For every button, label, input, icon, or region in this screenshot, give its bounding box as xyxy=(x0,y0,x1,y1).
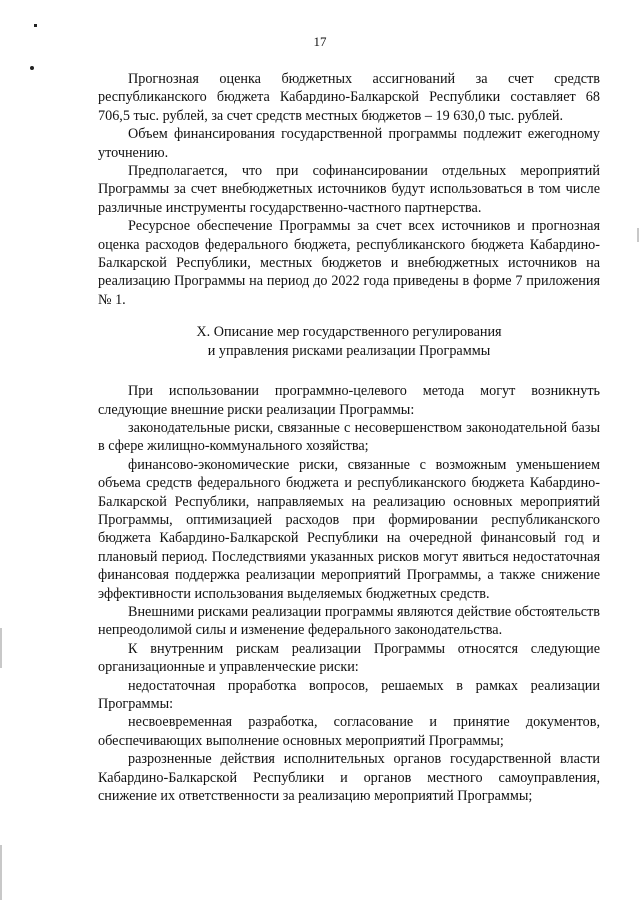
section-heading-line1: X. Описание мер государственного регулирования xyxy=(196,324,502,341)
paragraph-external-risks-intro: При использовании программно-целевого метода могут возникнуть следующие внешние риски реализации Программы: xyxy=(98,383,600,418)
scan-speck-mid xyxy=(30,66,34,70)
paragraph-force-majeure: Внешними рисками реализации программы являются действие обстоятельств непреодолимой силы и изменение федерального законодательства. xyxy=(98,603,600,639)
page-number: 17 xyxy=(313,34,327,49)
section-heading-line2: и управления рисками реализации Программы xyxy=(207,342,491,359)
paragraph-resource-provision: Ресурсное обеспечение Программы за счет всех источников и прогнозная оценка расходов федерального бюджета, республиканского бюджета Кабардино-Балкарской Республики, местных бюджетов и внебюджетных источников на реализацию Программы на период до 2022 года приведены в форме 7 приложения № 1. xyxy=(98,218,600,308)
document-body xyxy=(98,70,600,805)
paragraph-budget-estimate: Прогнозная оценка бюджетных ассигнований за счет средств республиканского бюджета Кабардино-Балкарской Республики составляет 68 706,5 тыс. рублей, за счет средств местных бюджетов – 19 630,0 тыс. рублей. xyxy=(98,71,600,124)
paragraph-cofinancing: Предполагается, что при софинансировании отдельных мероприятий Программы за счет внебюджетных источников будут использоваться в том числе различные инструменты государственно-частного партнерства. xyxy=(98,163,600,216)
scan-margin-line-left-bottom xyxy=(0,845,2,900)
scan-speck-top xyxy=(34,24,37,27)
section-heading xyxy=(98,323,600,360)
paragraph-disjointed-actions: разрозненные действия исполнительных органов государственной власти Кабардино-Балкарской Республики и органов местного самоуправления, снижение их ответственности за реализацию мероприятий Программы; xyxy=(98,751,600,805)
paragraph-funding-volume: Объем финансирования государственной программы подлежит ежегодному уточнению. xyxy=(98,126,600,161)
paragraph-late-documents: несвоевременная разработка, согласование и принятие документов, обеспечивающих выполнение основных мероприятий Программы; xyxy=(98,714,600,749)
paragraph-legislative-risks: законодательные риски, связанные с несовершенством законодательной базы в сфере жилищно-коммунального хозяйства; xyxy=(98,419,600,455)
scan-margin-line-right xyxy=(637,228,639,242)
paragraph-insufficient-study: недостаточная проработка вопросов, решаемых в рамках реализации Программы: xyxy=(98,677,600,712)
paragraph-internal-risks-intro: К внутренним рискам реализации Программы относятся следующие организационные и управленческие риски: xyxy=(98,640,600,676)
paragraph-financial-risks: финансово-экономические риски, связанные с возможным уменьшением объема средств федерального бюджета и республиканского бюджета Кабардино-Балкарской Республики, направляемых на реализацию основных мероприятий Программы, оптимизацией расходов при формировании республиканского бюджета Кабардино-Балкарской Республики на очередной финансовый год и плановый период. Последствиями указанных рисков могут явиться недостаточная финансовая поддержка реализации мероприятий Программы, а также снижение эффективности использования выделяемых бюджетных средств. xyxy=(98,456,600,602)
scan-margin-line-left xyxy=(0,628,2,668)
